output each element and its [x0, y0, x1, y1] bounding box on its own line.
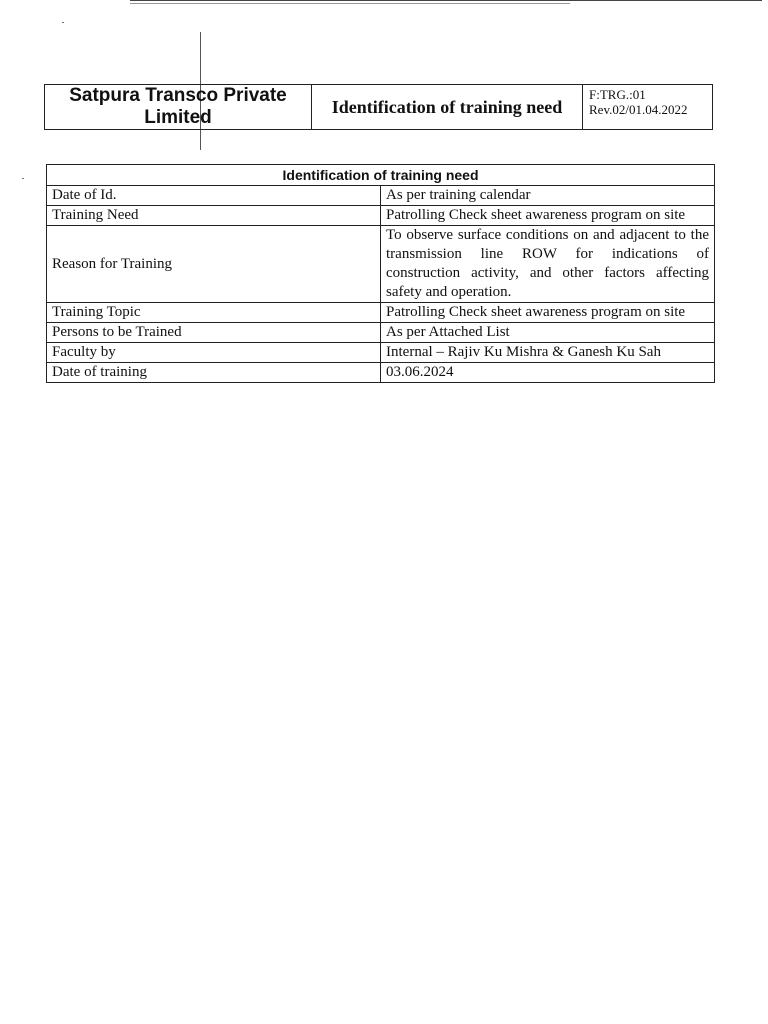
row-value: Internal – Rajiv Ku Mishra & Ganesh Ku Sah [381, 343, 715, 363]
row-value: Patrolling Check sheet awareness program on site [381, 206, 715, 226]
scan-artifact-dot [62, 22, 64, 23]
document-header [44, 84, 713, 130]
training-need-table [46, 164, 715, 383]
form-code: F:TRG.:01 [589, 87, 646, 102]
row-label: Training Need [47, 206, 381, 226]
table-row [47, 226, 715, 303]
row-label: Training Topic [47, 303, 381, 323]
table-row [47, 343, 715, 363]
row-label: Date of training [47, 363, 381, 383]
form-code-block [583, 85, 713, 130]
scan-artifact-line [130, 0, 762, 1]
row-label: Persons to be Trained [47, 323, 381, 343]
table-row [47, 303, 715, 323]
row-value: Patrolling Check sheet awareness program on site [381, 303, 715, 323]
row-value: To observe surface conditions on and adjacent to the transmission line ROW for indications of construction activity, and other factors affecting safety and operation. [381, 226, 715, 303]
table-row [47, 323, 715, 343]
scan-artifact-line [130, 3, 570, 4]
table-row [47, 186, 715, 206]
row-value: 03.06.2024 [381, 363, 715, 383]
document-title: Identification of training need [312, 85, 583, 130]
revision-code: Rev.02/01.04.2022 [589, 102, 688, 117]
row-label: Reason for Training [47, 226, 381, 303]
row-value: As per Attached List [381, 323, 715, 343]
row-label: Date of Id. [47, 186, 381, 206]
table-caption: Identification of training need [47, 165, 715, 186]
row-label: Faculty by [47, 343, 381, 363]
scan-artifact-dot [22, 178, 24, 179]
company-name: Satpura Transco Private Limited [45, 85, 312, 130]
table-row [47, 206, 715, 226]
table-row [47, 363, 715, 383]
row-value: As per training calendar [381, 186, 715, 206]
